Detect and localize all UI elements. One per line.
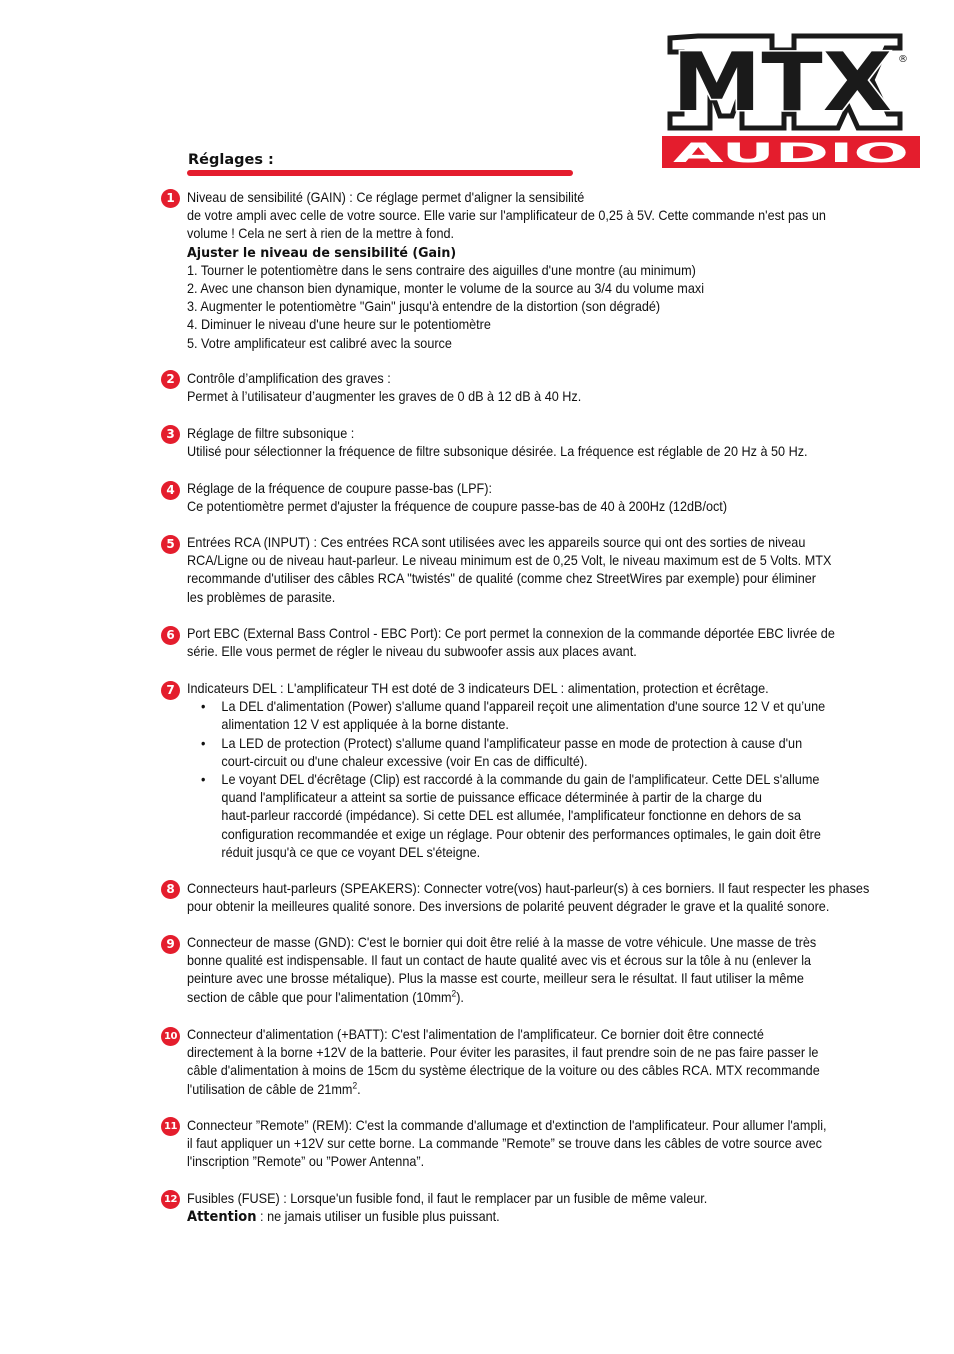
attention-label: Attention bbox=[187, 1209, 257, 1226]
text-line: Connecteur de masse (GND): C'est le bornier qui doit être relié à la masse de votre véhicule. Une masse de très bbox=[187, 935, 817, 950]
text-line: directement à la borne +12V de la batterie. Pour éviter les parasites, il faut prendre soin de ne pas faire passer le bbox=[187, 1045, 819, 1061]
item-gain bbox=[187, 189, 918, 353]
text-line: Connecteurs haut-parleurs (SPEAKERS): Connecter votre(vos) haut-parleur(s) à ces borniers. Il faut respecter les phases bbox=[187, 881, 870, 896]
item-number-badge: 1 bbox=[161, 189, 180, 208]
text-line: Connecteur d'alimentation (+BATT): C'est l'alimentation de l'amplificateur. Ce bornier doit être connecté bbox=[187, 1027, 764, 1042]
step-line: 3. Augmenter le potentiomètre "Gain" jusqu'à entendre de la distortion (son dégradé) bbox=[187, 299, 661, 315]
text-line: les problèmes de parasite. bbox=[187, 589, 336, 605]
text-line: câble d'alimentation à moins de 15cm du système électrique de la voiture ou des câbles RCA. MTX recommande bbox=[187, 1063, 820, 1079]
bullet-icon: • bbox=[200, 735, 206, 751]
text-line: bonne qualité est indispensable. Il faut un contact de haute qualité avec vis et écrous sur la tôle à nu (enlever la bbox=[187, 953, 812, 969]
step-line: 4. Diminuer le niveau d'une heure sur le potentiomètre bbox=[187, 317, 491, 333]
step-line: 2. Avec une chanson bien dynamique, monter le volume de la source au 3/4 du volume maxi bbox=[187, 281, 705, 297]
logo-audio-text: AUDIO bbox=[673, 138, 909, 168]
item-number-badge: 10 bbox=[161, 1027, 180, 1046]
registered-mark: ® bbox=[898, 54, 908, 65]
heading-underline bbox=[187, 170, 573, 176]
text-line: Indicateurs DEL : L'amplificateur TH est doté de 3 indicateurs DEL : alimentation, protection et écrêtage. bbox=[187, 681, 769, 696]
bullet-icon: • bbox=[200, 699, 206, 715]
item-remote bbox=[187, 1117, 918, 1172]
text-line: il faut appliquer un +12V sur cette borne. La commande ”Remote” se trouve dans les câbles de votre source avec bbox=[187, 1136, 822, 1152]
item-fuse bbox=[187, 1190, 918, 1226]
text-line: série. Elle vous permet de régler le niveau du subwoofer assis aux places avant. bbox=[187, 644, 637, 660]
text-line: Fusibles (FUSE) : Lorsque'un fusible fond, il faut le remplacer par un fusible de même valeur. bbox=[187, 1191, 708, 1206]
item-number-badge: 9 bbox=[161, 935, 180, 954]
text-line: Réglage de filtre subsonique : bbox=[187, 426, 355, 441]
text-line: Contrôle d’amplification des graves : bbox=[187, 371, 391, 386]
item-bass-boost bbox=[187, 370, 918, 406]
text-line: Niveau de sensibilité (GAIN) : Ce réglage permet d'aligner la sensibilité bbox=[187, 190, 585, 205]
text-line: section de câble que pour l'alimentation $(10mm^2)$. bbox=[187, 988, 464, 1005]
bullet-item: • Le voyant DEL d'écrêtage (Clip) est raccordé à la commande du gain de l'amplificateur. Cette DEL s'allume quand l'amplificateur a atteint sa sortie de puissance efficace déterminée à partir de la charge du haut-parleur raccordé (impédance). Si cette DEL est allumée, l'amplificateur fonctionne en dehors de sa configuration recommandée et exige un réglage. Pour obtenir des performances optimales, le gain doit être réduit jusqu'à ce que ce voyant DEL s'éteigne. bbox=[200, 772, 821, 860]
text-line: Attention : ne jamais utiliser un fusible plus puissant. bbox=[187, 1209, 500, 1226]
item-lpf bbox=[187, 480, 918, 516]
item-rca-input bbox=[187, 534, 918, 607]
subheading: Ajuster le niveau de sensibilité (Gain) bbox=[187, 244, 457, 261]
logo-mtx-text: MTX bbox=[672, 36, 892, 129]
item-number-badge: 6 bbox=[161, 626, 180, 645]
item-number-badge: 5 bbox=[161, 535, 180, 554]
text-line: Connecteur ”Remote” (REM): C'est la commande d'allumage et d'extinction de l'amplificateur. Pour allumer l'ampli, bbox=[187, 1118, 827, 1133]
item-number-badge: 8 bbox=[161, 880, 180, 899]
item-number-badge: 3 bbox=[161, 425, 180, 444]
section-heading: Réglages : bbox=[188, 152, 274, 168]
text-line: Port EBC (External Bass Control - EBC Port): Ce port permet la connexion de la commande déportée EBC livrée de bbox=[187, 626, 835, 641]
item-ground bbox=[187, 934, 918, 1007]
item-ebc-port bbox=[187, 625, 918, 661]
bullet-item: • La LED de protection (Protect) s'allume quand l'amplificateur passe en mode de protection à cause d'un court-circuit ou d'une chaleur excessive (voir En cas de difficulté). bbox=[200, 735, 803, 769]
text-line: l'utilisation de câble de $21mm^2$. bbox=[187, 1080, 361, 1097]
item-led-indicators bbox=[187, 680, 918, 862]
item-number-badge: 7 bbox=[161, 681, 180, 700]
mtx-audio-logo bbox=[662, 30, 920, 168]
item-subsonic bbox=[187, 425, 918, 461]
bullet-item: • La DEL d'alimentation (Power) s'allume quand l'appareil reçoit une alimentation d'une source 12 V et qu’une alimentation 12 V est appliquée à la borne distante. bbox=[200, 699, 826, 733]
item-power bbox=[187, 1026, 918, 1099]
text-line: l'inscription ”Remote” ou ”Power Antenna”. bbox=[187, 1154, 425, 1170]
text-line: Ce potentiomètre permet d'ajuster la fréquence de coupure passe-bas de 40 à 200Hz (12dB/oct) bbox=[187, 499, 728, 515]
text-line: de votre ampli avec celle de votre source. Elle varie sur l'amplificateur de 0,25 à 5V. Cette commande n'est pas un bbox=[187, 208, 826, 224]
text-line: RCA/Ligne ou de niveau haut-parleur. Le niveau minimum est de 0,25 Volt, le niveau maximum est de 5 Volts. MTX bbox=[187, 553, 832, 569]
text-line: Réglage de la fréquence de coupure passe-bas (LPF): bbox=[187, 481, 493, 496]
step-line: 5. Votre amplificateur est calibré avec la source bbox=[187, 335, 452, 351]
text-line: Entrées RCA (INPUT) : Ces entrées RCA sont utilisées avec les appareils source qui ont des sorties de niveau bbox=[187, 535, 806, 550]
text-line: recommande d'utiliser des câbles RCA "twistés" de qualité (comme chez StreetWires par exemple) pour éliminer bbox=[187, 571, 816, 587]
text-line: Permet à l’utilisateur d’augmenter les graves de 0 dB à 12 dB à 40 Hz. bbox=[187, 389, 582, 405]
text-line: pour obtenir la meilleures qualité sonore. Des inversions de polarité peuvent dégrader le grave et la qualité sonore. bbox=[187, 899, 830, 915]
bullet-icon: • bbox=[200, 772, 206, 788]
item-number-badge: 11 bbox=[161, 1117, 180, 1136]
text-line: Utilisé pour sélectionner la fréquence de filtre subsonique désirée. La fréquence est réglable de 20 Hz à 50 Hz. bbox=[187, 444, 808, 460]
item-speakers bbox=[187, 880, 918, 916]
item-number-badge: 2 bbox=[161, 370, 180, 389]
item-number-badge: 4 bbox=[161, 481, 180, 500]
text-line: peinture avec une brosse métalique). Plus la masse est courte, meilleur sera le résultat. Il faut utiliser la même bbox=[187, 971, 804, 987]
item-number-badge: 12 bbox=[161, 1190, 180, 1209]
step-line: 1. Tourner le potentiomètre dans le sens contraire des aiguilles d'une montre (au minimum) bbox=[187, 262, 696, 278]
text-line: volume ! Cela ne sert à rien de la mettre à fond. bbox=[187, 226, 455, 242]
